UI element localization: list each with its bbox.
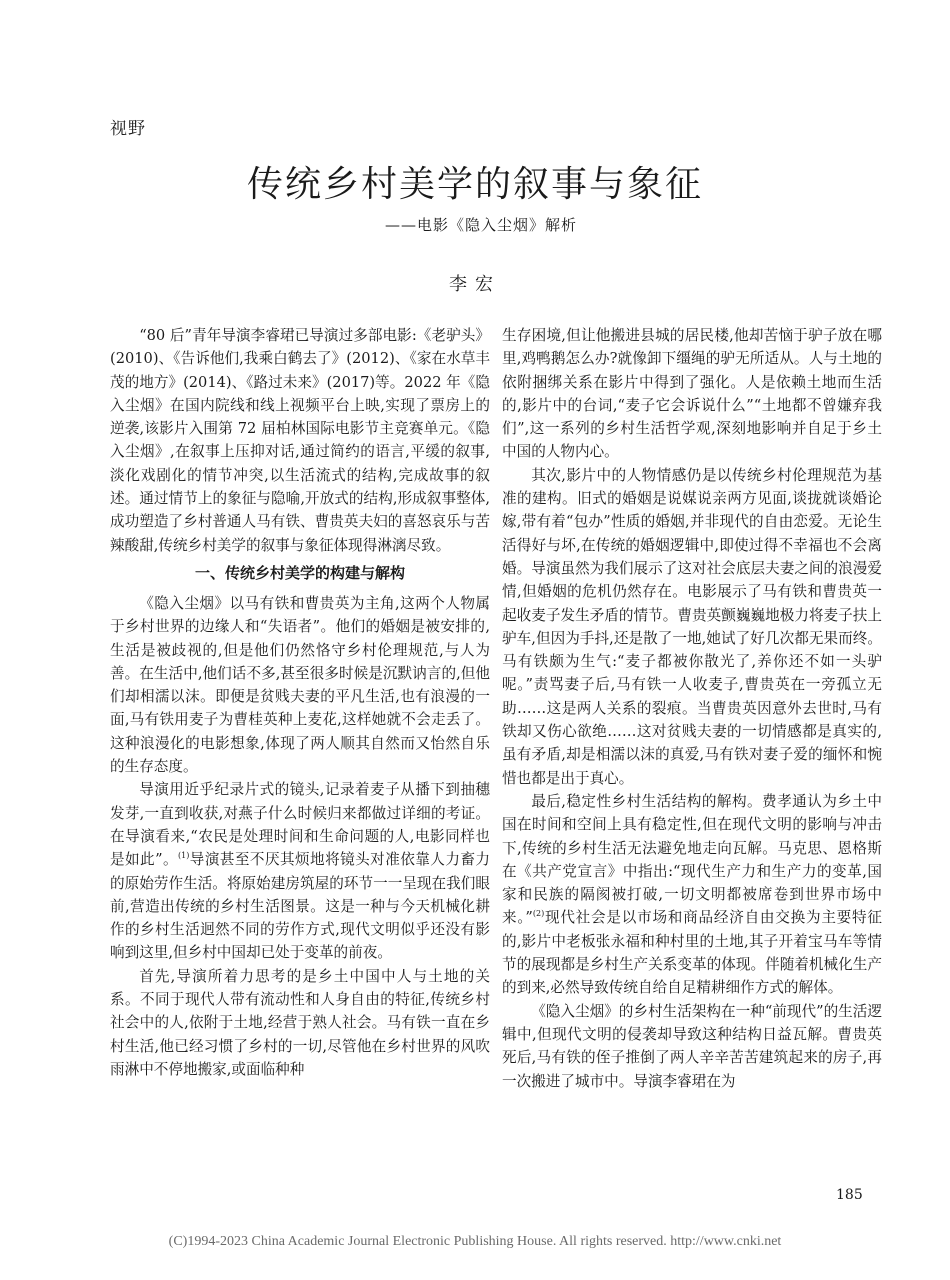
author-name: 李宏: [449, 274, 501, 295]
body-paragraph: 首先,导演所着力思考的是乡土中国中人与土地的关系。不同于现代人带有流动性和人身自由的特征,传统乡村社会中的人,依附于土地,经营于熟人社会。马有铁一直在乡村生活,他已经习惯了乡村的一切,尽管他在乡村世界的风吹雨淋中不停地搬家,或面临种种: [110, 967, 490, 1078]
body-paragraph: [502, 790, 882, 1000]
paragraph-text: 导演甚至不厌其烦地将镜头对准依靠人力畜力的原始劳作生活。将原始建房筑屋的环节一一呈现在我们眼前,营造出传统的乡村生活图景。这是一种与今天机械化耕作的乡村生活迥然不同的劳作方式,现代文明似乎还没有影响到这里,但乡村中国却已处于变革的前夜。: [110, 851, 490, 962]
paragraph-text: 现代社会是以市场和商品经济自由交换为主要特征的,影片中老板张永福和种村里的土地,其子开着宝马车等情节的展现都是乡村生产关系变革的体现。伴随着机械化生产的到来,必然导致传统自给自足精耕细作方式的解体。: [502, 909, 882, 997]
paragraph-text: 最后,稳定性乡村生活结构的解构。费孝通认为乡土中国在时间和空间上具有稳定性,但在现代文明的影响与冲击下,传统的乡村生活无法避免地走向瓦解。马克思、恩格斯在《共产党宣言》中指出:“现代生产力和生产力的变革,国家和民族的隔阂被打破,一切文明都被席卷到世界市场中来。”: [502, 792, 882, 927]
body-paragraph: [110, 778, 490, 964]
page-number: 185: [836, 1187, 863, 1203]
paragraph-text: 导演用近乎纪录片式的镜头,记录着麦子从播下到抽穗发芽,一直到收获,对燕子什么时候归来都做过详细的考证。在导演看来,“农民是处理时间和生命问题的人,电影同样也是如此”。: [110, 781, 490, 869]
article-title: 传统乡村美学的叙事与象征: [246, 164, 703, 205]
body-paragraph: 《隐入尘烟》的乡村生活架构在一种“前现代”的生活逻辑中,但现代文明的侵袭却导致这种结构日益瓦解。曹贵英死后,马有铁的侄子推倒了两人辛辛苦苦建筑起来的房子,再一次搬进了城市中。导演李睿珺在为: [502, 1002, 882, 1090]
right-column: [502, 324, 882, 1093]
article-subtitle: ——电影《隐入尘烟》解析: [385, 216, 578, 234]
body-paragraph-continued: 生存困境,但让他搬进县城的居民楼,他却苦恼于驴子放在哪里,鸡鸭鹅怎么办?就像卸下缰绳的驴无所适从。人与土地的依附捆绑关系在影片中得到了强化。人是依赖土地而生活的,影片中的台词,“麦子它会诉说什么”“土地都不曾嫌弃我们”,这一系列的乡村生活哲学观,深刻地影响并自足于乡土中国的人物内心。: [502, 327, 882, 461]
section-heading: 一、传统乡村美学的构建与解构: [194, 563, 405, 582]
section-tag: 视野: [110, 119, 146, 139]
left-column: [110, 324, 490, 1081]
footnote-marker: (2): [532, 909, 545, 919]
intro-paragraph: “80 后”青年导演李睿珺已导演过多部电影:《老驴头》(2010)、《告诉他们,我乘白鹤去了》(2012)、《家在水草丰茂的地方》(2014)、《路过未来》(2017)等。2022 年《隐入尘烟》在国内院线和线上视频平台上映,实现了票房上的逆袭,该影片入围第 72 届柏林国际电影节主竞赛单元。《隐入尘烟》,在叙事上压抑对话,通过简约的语言,平缓的叙事,淡化戏剧化的情节冲突,以生活流式的结构,完成故事的叙述。通过情节上的象征与隐喻,开放式的结构,形成叙事整体,成功塑造了乡村普通人马有铁、曹贵英夫妇的喜怒哀乐与苦辣酸甜,传统乡村美学的叙事与象征体现得淋漓尽致。: [110, 327, 490, 554]
body-paragraph: 其次,影片中的人物情感仍是以传统乡村伦理规范为基准的建构。旧式的婚姻是说媒说亲两方见面,谈拢就谈婚论嫁,带有着“包办”性质的婚姻,并非现代的自由恋爱。无论生活得好与坏,在传统的婚姻逻辑中,即使过得不幸福也不会离婚。导演虽然为我们展示了这对社会底层夫妻之间的浪漫爱情,但婚姻的危机仍然存在。电影展示了马有铁和曹贵英一起收麦子发生矛盾的情节。曹贵英颤巍巍地极力将麦子扶上驴车,但因为手抖,还是散了一地,她试了好几次都无果而终。马有铁颇为生气:“麦子都被你散光了,养你还不如一头驴呢。”责骂妻子后,马有铁一人收麦子,曹贵英在一旁孤立无助……这是两人关系的裂痕。当曹贵英因意外去世时,马有铁却又伤心欲绝……这对贫贱夫妻的一切情感都是真实的,虽有矛盾,却是相濡以沫的真爱,马有铁对妻子爱的缅怀和惋惜也都是出于真心。: [502, 466, 882, 787]
body-paragraph: 《隐入尘烟》以马有铁和曹贵英为主角,这两个人物属于乡村世界的边缘人和“失语者”。他们的婚姻是被安排的,生活是被歧视的,但是他们仍然恪守乡村伦理规范,与人为善。在生活中,他们话不多,甚至很多时候是沉默讷言的,但他们却相濡以沫。即便是贫贱夫妻的平凡生活,也有浪漫的一面,马有铁用麦子为曹桂英种上麦花,这样她就不会走丢了。这种浪漫化的电影想象,体现了两人顺其自然而又怡然自乐的生存态度。: [110, 594, 490, 776]
footnote-marker: (1): [178, 851, 190, 861]
copyright-footer: (C)1994-2023 China Academic Journal Electronic Publishing House. All rights reserved. http://www.cnki.net: [168, 1234, 782, 1249]
